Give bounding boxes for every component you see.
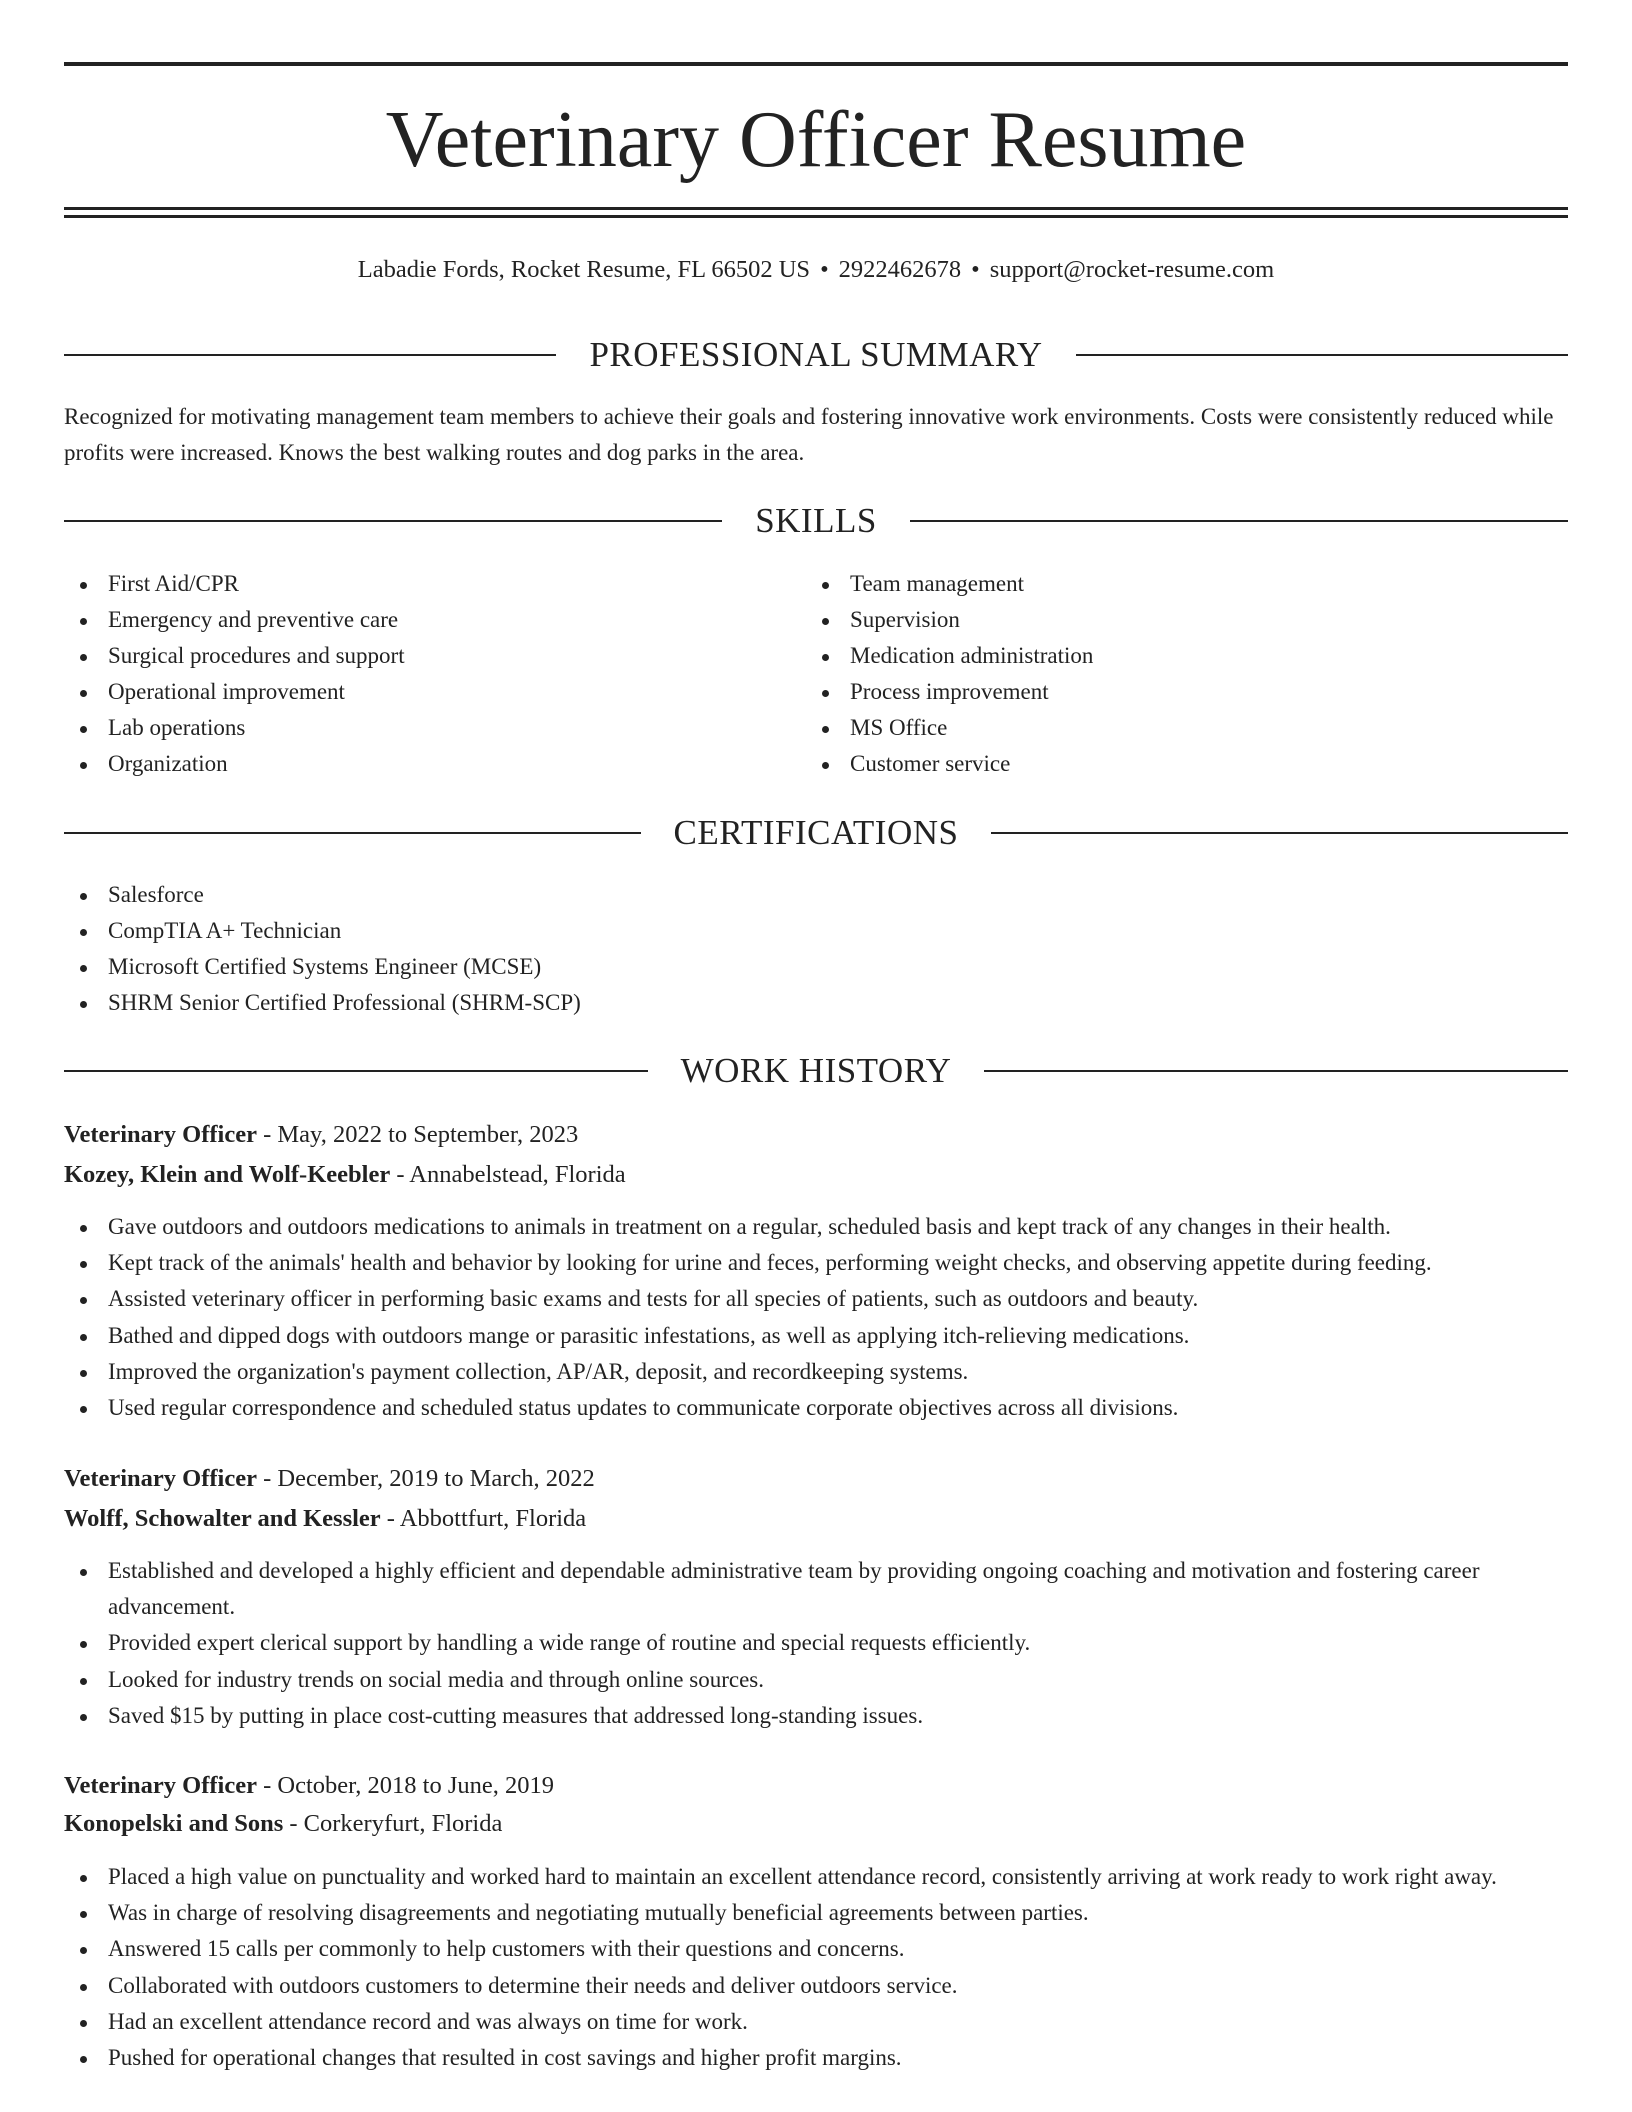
skills-list-left (64, 566, 806, 782)
section-header-summary (64, 332, 1568, 378)
job-title: Veterinary Officer (64, 1465, 257, 1492)
job-bullet: Looked for industry trends on social media and through online sources. (64, 1662, 1568, 1698)
job-company: Kozey, Klein and Wolf-Keebler (64, 1161, 391, 1188)
top-rule (64, 62, 1568, 66)
job-title-line (64, 1460, 1568, 1498)
job-bullet: Assisted veterinary officer in performing basic exams and tests for all species of patients, such as outdoors and beauty. (64, 1281, 1568, 1317)
job-bullets (64, 1209, 1568, 1426)
skill-item: MS Office (806, 710, 1568, 746)
skill-item: Supervision (806, 602, 1568, 638)
contact-phone: 2922462678 (838, 256, 962, 283)
certification-item: Salesforce (64, 877, 1568, 913)
skill-item: Operational improvement (64, 674, 806, 710)
skill-item: Organization (64, 746, 806, 782)
job-title-line (64, 1767, 1568, 1805)
job-location: - Abbottfurt, Florida (380, 1505, 587, 1532)
section-title: SKILLS (755, 501, 877, 540)
job-bullet: Provided expert clerical support by handling a wide range of routine and special requests efficiently. (64, 1625, 1568, 1661)
job-bullet: Improved the organization's payment collection, AP/AR, deposit, and recordkeeping systems. (64, 1354, 1568, 1390)
section-rule (64, 520, 722, 522)
job-bullet: Pushed for operational changes that resulted in cost savings and higher profit margins. (64, 2040, 1568, 2076)
job-location: - Annabelstead, Florida (390, 1161, 626, 1188)
header-double-rule (64, 207, 1568, 218)
skill-item: First Aid/CPR (64, 566, 806, 602)
certifications-list (64, 877, 1568, 1021)
contact-separator: • (820, 256, 829, 283)
job-bullets (64, 1859, 1568, 2076)
job-title-line (64, 1116, 1568, 1154)
skill-item: Surgical procedures and support (64, 638, 806, 674)
section-rule (64, 1070, 648, 1072)
contact-email: support@rocket-resume.com (989, 256, 1275, 283)
job-dates: - December, 2019 to March, 2022 (256, 1465, 595, 1492)
job-company-line (64, 1156, 1568, 1194)
skill-item: Medication administration (806, 638, 1568, 674)
section-rule (991, 832, 1568, 834)
section-title: WORK HISTORY (680, 1051, 952, 1090)
job-bullet: Used regular correspondence and scheduled status updates to communicate corporate objectives across all divisions. (64, 1390, 1568, 1426)
job-company: Wolff, Schowalter and Kessler (64, 1505, 381, 1532)
summary-text: Recognized for motivating management team members to achieve their goals and fostering innovative work environments. Costs were consistently reduced while profits were increased. Knows the best walking routes and dog parks in the area. (64, 404, 1554, 465)
section-rule (984, 1070, 1568, 1072)
section-header-certifications (64, 810, 1568, 856)
job-company-line (64, 1805, 1568, 1843)
job-title: Veterinary Officer (64, 1772, 257, 1799)
skill-item: Team management (806, 566, 1568, 602)
section-header-work-history (64, 1048, 1568, 1094)
job-bullet: Established and developed a highly efficient and dependable administrative team by providing ongoing coaching and motivation and fostering career advancement. (64, 1553, 1568, 1625)
contact-address: Labadie Fords, Rocket Resume, FL 66502 US (357, 256, 811, 283)
skill-item: Process improvement (806, 674, 1568, 710)
job-company-line (64, 1500, 1568, 1538)
job-company: Konopelski and Sons (64, 1810, 284, 1837)
skill-item: Emergency and preventive care (64, 602, 806, 638)
job-bullet: Collaborated with outdoors customers to determine their needs and deliver outdoors service. (64, 1968, 1568, 2004)
job-title: Veterinary Officer (64, 1121, 257, 1148)
job-bullet: Answered 15 calls per commonly to help customers with their questions and concerns. (64, 1931, 1568, 1967)
job-bullet: Saved $15 by putting in place cost-cutting measures that addressed long-standing issues. (64, 1698, 1568, 1734)
skill-item: Customer service (806, 746, 1568, 782)
certification-item: SHRM Senior Certified Professional (SHRM-SCP) (64, 985, 1568, 1021)
job-dates: - May, 2022 to September, 2023 (256, 1121, 579, 1148)
section-rule (1076, 354, 1568, 356)
job-bullet: Was in charge of resolving disagreements and negotiating mutually beneficial agreements between parties. (64, 1895, 1568, 1931)
certification-item: Microsoft Certified Systems Engineer (MCSE) (64, 949, 1568, 985)
job-bullet: Kept track of the animals' health and behavior by looking for urine and feces, performing weight checks, and observing appetite during feeding. (64, 1245, 1568, 1281)
job-bullet: Placed a high value on punctuality and worked hard to maintain an excellent attendance record, consistently arriving at work ready to work right away. (64, 1859, 1568, 1895)
skills-list-right (806, 566, 1568, 782)
contact-line (64, 253, 1568, 287)
section-rule (64, 354, 556, 356)
section-rule (910, 520, 1568, 522)
skill-item: Lab operations (64, 710, 806, 746)
job-dates: - October, 2018 to June, 2019 (256, 1772, 555, 1799)
resume-title: Veterinary Officer Resume (385, 96, 1247, 184)
section-header-skills (64, 498, 1568, 544)
section-rule (64, 832, 641, 834)
job-bullet: Had an excellent attendance record and was always on time for work. (64, 2004, 1568, 2040)
section-title: CERTIFICATIONS (673, 813, 959, 852)
section-title: PROFESSIONAL SUMMARY (589, 335, 1043, 374)
job-bullet: Gave outdoors and outdoors medications to animals in treatment on a regular, scheduled basis and kept track of any changes in their health. (64, 1209, 1568, 1245)
job-bullets (64, 1553, 1568, 1734)
contact-separator: • (971, 256, 980, 283)
certification-item: CompTIA A+ Technician (64, 913, 1568, 949)
job-location: - Corkeryfurt, Florida (283, 1810, 503, 1837)
job-bullet: Bathed and dipped dogs with outdoors mange or parasitic infestations, as well as applying itch-relieving medications. (64, 1318, 1568, 1354)
